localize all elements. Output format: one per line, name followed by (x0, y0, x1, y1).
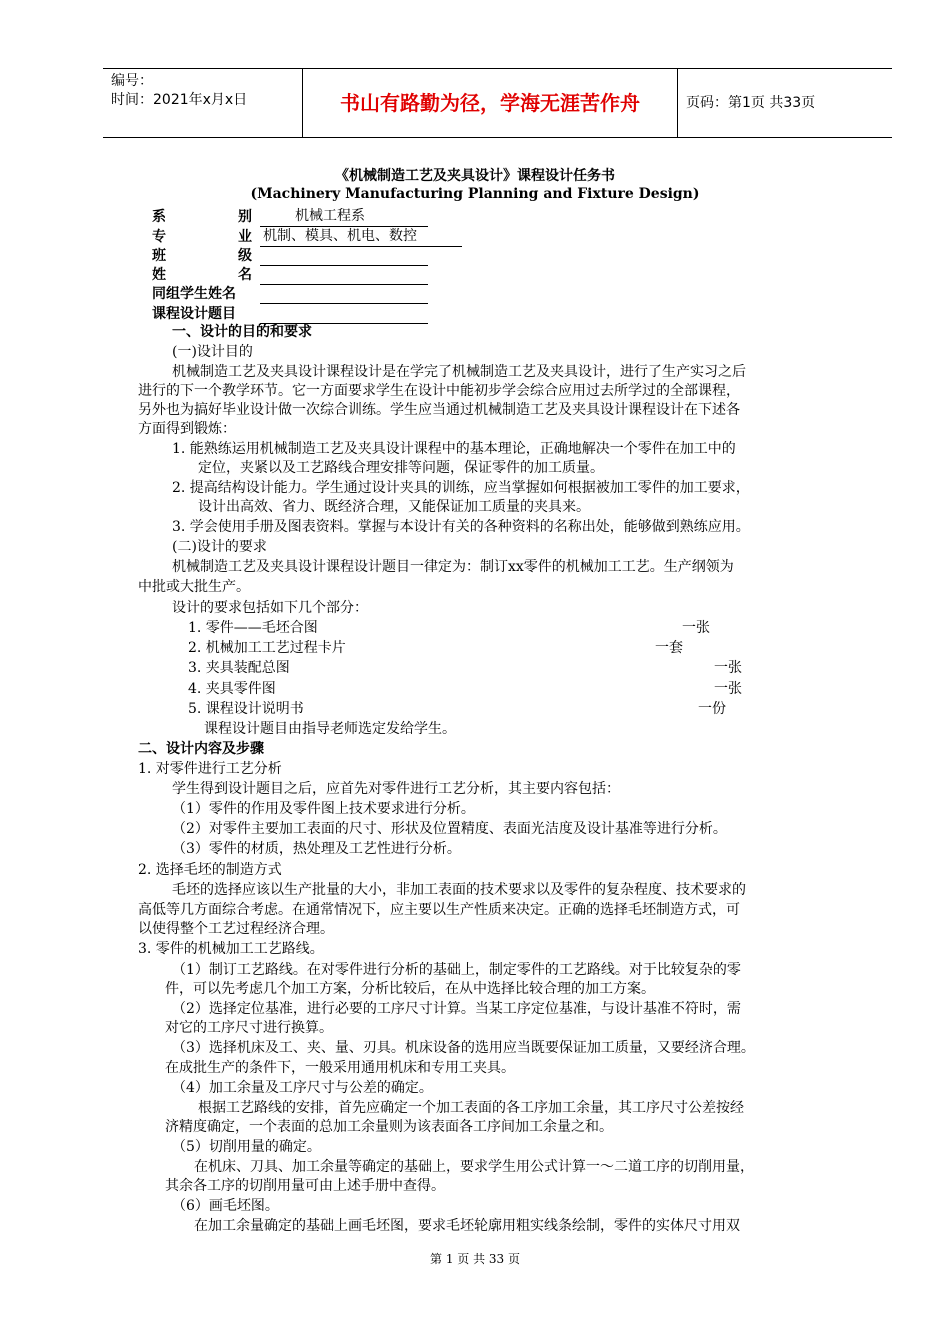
dept-label-2: 别 (238, 209, 252, 225)
paragraph-line: 对它的工序尺寸进行换算。 (165, 1020, 333, 1036)
paragraph-line: 根据工艺路线的安排，首先应确定一个加工表面的各工序加工余量，其工序尺寸公差按经 (198, 1100, 744, 1116)
major-value: 机制、模具、机电、数控 (263, 228, 417, 244)
dept-value-field (260, 206, 428, 227)
step-heading: 3. 零件的机械加工工艺路线。 (138, 941, 324, 957)
section-heading: 二、设计内容及步骤 (138, 741, 264, 757)
deliverable-quantity: 一张 (714, 660, 742, 676)
major-label-1: 专 (152, 229, 166, 245)
list-item: 3. 学会使用手册及图表资料。掌握与本设计有关的各种资料的名称出处，能够做到熟练应用。 (172, 519, 750, 535)
subsection-heading: (二)设计的要求 (172, 539, 267, 555)
paragraph-line: （3）选择机床及工、夹、量、刃具。机床设备的选用应当既要保证加工质量，又要经济合理。 (172, 1040, 755, 1056)
paragraph-line: 其余各工序的切削用量可由上述手册中查得。 (165, 1178, 445, 1194)
deliverable-item: 1. 零件——毛坯合图 (188, 620, 318, 636)
paragraph-line: 方面得到锻炼： (138, 421, 236, 437)
paragraph-line: 在机床、刀具、加工余量等确定的基础上，要求学生用公式计算一～二道工序的切削用量， (194, 1159, 754, 1175)
document-title: 《机械制造工艺及夹具设计》课程设计任务书 (335, 168, 615, 184)
page-footer: 第 1 页 共 33 页 (430, 1252, 520, 1266)
group-label: 同组学生姓名 (152, 286, 236, 302)
paragraph-line: 中批或大批生产。 (138, 579, 250, 595)
paragraph-line: 在加工余量确定的基础上画毛坯图，要求毛坯轮廓用粗实线条绘制，零件的实体尺寸用双 (194, 1218, 740, 1234)
paragraph-line: 件，可以先考虑几个加工方案，分析比较后，在从中选择比较合理的加工方案。 (165, 981, 655, 997)
deliverable-item: 5. 课程设计说明书 (188, 701, 304, 717)
deliverable-quantity: 一份 (698, 701, 726, 717)
list-item: 2. 提高结构设计能力。学生通过设计夹具的训练，应当掌握如何根据被加工零件的加工要求， (172, 480, 750, 496)
paragraph-line: （1）零件的作用及零件图上技术要求进行分析。 (172, 801, 475, 817)
paragraph-line: （6）画毛坯图。 (172, 1198, 279, 1214)
deliverable-quantity: 一套 (655, 640, 683, 656)
paragraph-line: 进行的下一个教学环节。它一方面要求学生在设计中能初步学会综合应用过去所学过的全部课程， (138, 383, 740, 399)
deliverable-quantity: 一张 (714, 681, 742, 697)
paragraph-line: 学生得到设计题目之后，应首先对零件进行工艺分析，其主要内容包括： (172, 781, 620, 797)
paragraph-line: 设计的要求包括如下几个部分： (172, 600, 368, 616)
list-item-continuation: 设计出高效、省力、既经济合理，又能保证加工质量的夹具来。 (198, 499, 590, 515)
paragraph-line: （4）加工余量及工序尺寸与公差的确定。 (172, 1080, 433, 1096)
paragraph-line: 济精度确定，一个表面的总加工余量则为该表面各工序间加工余量之和。 (165, 1119, 613, 1135)
paragraph-line: 机械制造工艺及夹具设计课程设计是在学完了机械制造工艺及夹具设计，进行了生产实习之后 (172, 364, 746, 380)
paragraph-line: （1）制订工艺路线。在对零件进行分析的基础上，制定零件的工艺路线。对于比较复杂的零 (172, 962, 741, 978)
group-field (260, 283, 428, 304)
paragraph-line: 高低等几方面综合考虑。在通常情况下，应主要以生产性质来决定。正确的选择毛坯制造方式，可 (138, 902, 740, 918)
deliverable-item: 2. 机械加工工艺过程卡片 (188, 640, 346, 656)
paragraph-line: （2）选择定位基准，进行必要的工序尺寸计算。当某工序定位基准，与设计基准不符时，需 (172, 1001, 741, 1017)
paragraph-line: 以使得整个工艺过程经济合理。 (138, 921, 334, 937)
deliverable-item: 3. 夹具装配总图 (188, 660, 290, 676)
number-label: 编号： (111, 73, 153, 89)
topic-label: 课程设计题目 (152, 306, 236, 322)
deliverable-quantity: 一张 (682, 620, 710, 636)
step-heading: 1. 对零件进行工艺分析 (138, 761, 282, 777)
class-field (260, 245, 428, 266)
header-info-cell (103, 69, 303, 137)
paragraph-line: （2）对零件主要加工表面的尺寸、形状及位置精度、表面光洁度及设计基准等进行分析。 (172, 821, 727, 837)
dept-label-1: 系 (152, 209, 166, 225)
document-title-english: (Machinery Manufacturing Planning and Fixture Design) (250, 186, 700, 202)
topic-field (260, 303, 428, 324)
section-heading: 一、设计的目的和要求 (172, 324, 312, 340)
paragraph-line: 课程设计题目由指导老师选定发给学生。 (204, 721, 456, 737)
major-value-field (260, 226, 462, 247)
paragraph-line: 机械制造工艺及夹具设计课程设计题目一律定为：制订xx零件的机械加工工艺。生产纲领为 (172, 559, 734, 575)
name-label-2: 名 (238, 267, 252, 283)
list-item: 1. 能熟练运用机械制造工艺及夹具设计课程中的基本理论，正确地解决一个零件在加工中的 (172, 441, 736, 457)
subsection-heading: (一)设计目的 (172, 344, 253, 360)
paragraph-line: （5）切削用量的确定。 (172, 1139, 321, 1155)
page-header (103, 68, 892, 138)
paragraph-line: （3）零件的材质，热处理及工艺性进行分析。 (172, 841, 461, 857)
paragraph-line: 毛坯的选择应该以生产批量的大小，非加工表面的技术要求以及零件的复杂程度、技术要求的 (172, 882, 746, 898)
dept-value: 机械工程系 (295, 208, 365, 224)
paragraph-line: 在成批生产的条件下，一般采用通用机床和专用工夹具。 (165, 1060, 515, 1076)
name-field (260, 264, 428, 285)
class-label-1: 班 (152, 248, 166, 264)
major-label-2: 业 (238, 229, 252, 245)
class-label-2: 级 (238, 248, 252, 264)
header-slogan: 书山有路勤为径，学海无涯苦作舟 (303, 69, 678, 137)
name-label-1: 姓 (152, 267, 166, 283)
deliverable-item: 4. 夹具零件图 (188, 681, 276, 697)
time-label: 时间：2021年x月x日 (111, 92, 248, 108)
step-heading: 2. 选择毛坯的制造方式 (138, 862, 282, 878)
list-item-continuation: 定位，夹紧以及工艺路线合理安排等问题，保证零件的加工质量。 (198, 460, 604, 476)
paragraph-line: 另外也为搞好毕业设计做一次综合训练。学生应当通过机械制造工艺及夹具设计课程设计在下述各 (138, 402, 740, 418)
header-page-label: 页码：第1页 共33页 (686, 95, 816, 111)
